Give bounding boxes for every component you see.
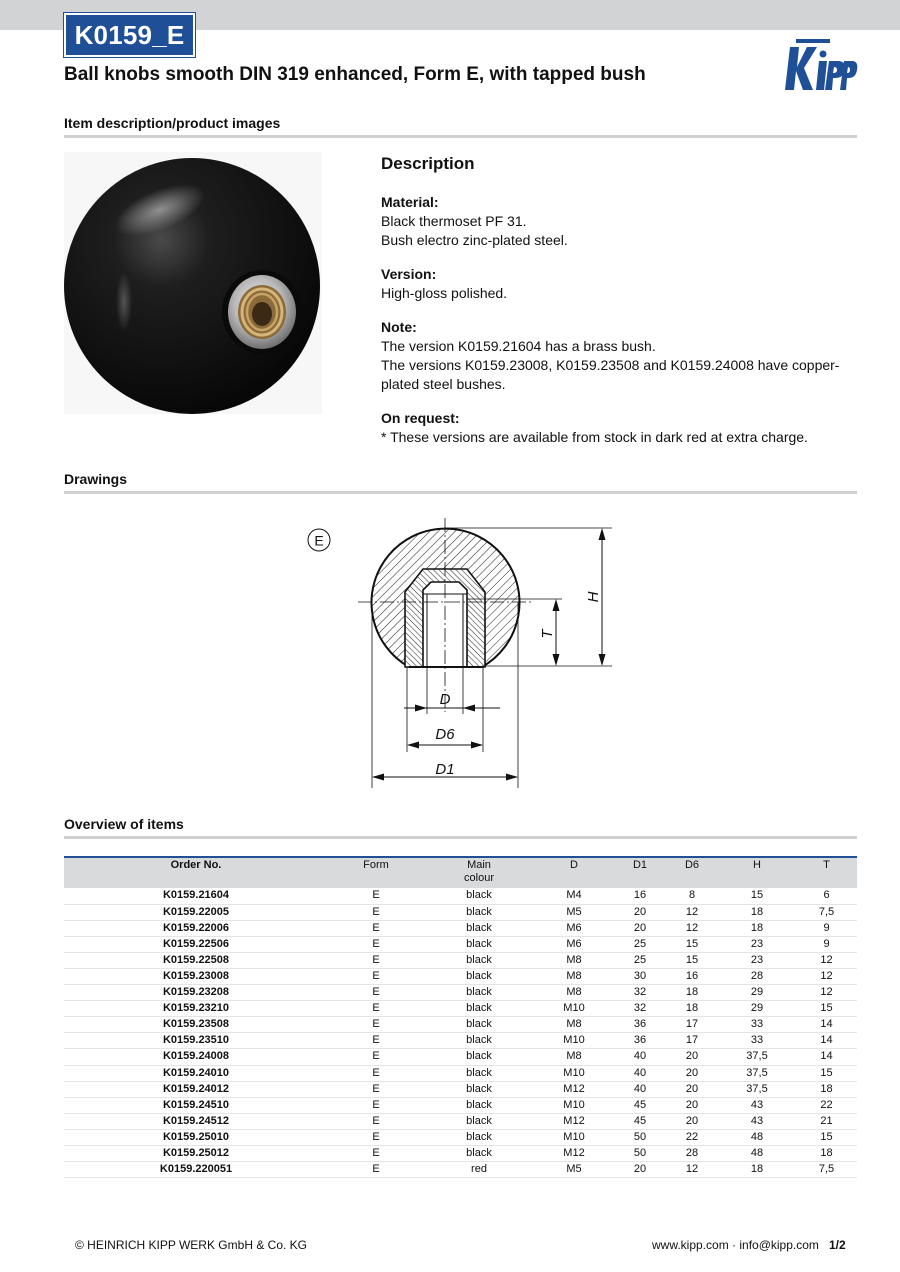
table-cell: 43 bbox=[718, 1113, 796, 1129]
table-cell: M8 bbox=[534, 968, 614, 984]
note-line: The versions K0159.23008, K0159.23508 and K0159.24008 have copper-plated steel bushes. bbox=[381, 357, 840, 392]
table-cell: 37,5 bbox=[718, 1081, 796, 1097]
table-cell: E bbox=[328, 1065, 424, 1081]
col-header-d1: D1 bbox=[632, 859, 648, 871]
table-cell: 32 bbox=[614, 985, 666, 1001]
table-cell: E bbox=[328, 888, 424, 904]
table-cell: 12 bbox=[666, 920, 718, 936]
version-line: High-gloss polished. bbox=[381, 285, 508, 301]
table-cell: 7,5 bbox=[796, 904, 857, 920]
table-cell: M8 bbox=[534, 1049, 614, 1065]
table-row bbox=[64, 952, 857, 968]
table-cell: 18 bbox=[718, 904, 796, 920]
table-cell: 15 bbox=[796, 1001, 857, 1017]
table-cell: 25 bbox=[614, 952, 666, 968]
table-cell: 15 bbox=[666, 936, 718, 952]
table-row bbox=[64, 920, 857, 936]
table-cell: K0159.23210 bbox=[64, 1001, 328, 1017]
table-cell: K0159.24012 bbox=[64, 1081, 328, 1097]
table-cell: 36 bbox=[614, 1033, 666, 1049]
table-cell: E bbox=[328, 1001, 424, 1017]
table-row bbox=[64, 1162, 857, 1178]
footer-contact: www.kipp.com · info@kipp.com bbox=[652, 1238, 819, 1252]
table-cell: 25 bbox=[614, 936, 666, 952]
table-row bbox=[64, 1017, 857, 1033]
table-cell: E bbox=[328, 1113, 424, 1129]
table-cell: 50 bbox=[614, 1129, 666, 1145]
table-row bbox=[64, 936, 857, 952]
table-cell: E bbox=[328, 904, 424, 920]
material-label: Material: bbox=[381, 194, 439, 210]
table-cell: K0159.24008 bbox=[64, 1049, 328, 1065]
table-cell: 33 bbox=[718, 1017, 796, 1033]
table-cell: M10 bbox=[534, 1001, 614, 1017]
table-cell: 20 bbox=[614, 920, 666, 936]
table-row bbox=[64, 1081, 857, 1097]
table-row bbox=[64, 1049, 857, 1065]
table-cell: 15 bbox=[796, 1129, 857, 1145]
table-cell: E bbox=[328, 1129, 424, 1145]
dim-D6-label: D6 bbox=[435, 726, 455, 743]
table-cell: 16 bbox=[666, 968, 718, 984]
table-cell: 23 bbox=[718, 952, 796, 968]
table-cell: 8 bbox=[666, 888, 718, 904]
table-cell: 40 bbox=[614, 1081, 666, 1097]
section-heading-item-description: Item description/product images bbox=[64, 115, 281, 131]
table-cell: M10 bbox=[534, 1097, 614, 1113]
table-cell: black bbox=[424, 888, 534, 904]
table-cell: M8 bbox=[534, 952, 614, 968]
col-header-t: T bbox=[823, 859, 830, 871]
table-cell: 43 bbox=[718, 1097, 796, 1113]
table-cell: M8 bbox=[534, 1017, 614, 1033]
request-label: On request: bbox=[381, 410, 460, 426]
table-cell: 15 bbox=[718, 888, 796, 904]
table-cell: 48 bbox=[718, 1146, 796, 1162]
note-line: The version K0159.21604 has a brass bush. bbox=[381, 338, 656, 354]
table-cell: 9 bbox=[796, 936, 857, 952]
table-cell: black bbox=[424, 985, 534, 1001]
product-code-badge: K0159_E bbox=[64, 13, 195, 57]
table-row bbox=[64, 904, 857, 920]
table-cell: E bbox=[328, 1017, 424, 1033]
table-cell: 48 bbox=[718, 1129, 796, 1145]
col-header-d6: D6 bbox=[684, 859, 700, 871]
kipp-logo bbox=[784, 37, 858, 93]
table-cell: 22 bbox=[666, 1129, 718, 1145]
table-cell: K0159.220051 bbox=[64, 1162, 328, 1178]
description-title: Description bbox=[381, 154, 475, 173]
table-cell: E bbox=[328, 1097, 424, 1113]
section-heading-overview: Overview of items bbox=[64, 816, 184, 832]
table-row bbox=[64, 1129, 857, 1145]
table-cell: 18 bbox=[718, 1162, 796, 1178]
section-heading-drawings: Drawings bbox=[64, 471, 128, 487]
table-cell: black bbox=[424, 936, 534, 952]
col-header-form: Form bbox=[363, 859, 389, 871]
table-row bbox=[64, 1113, 857, 1129]
table-cell: 17 bbox=[666, 1033, 718, 1049]
table-cell: M12 bbox=[534, 1146, 614, 1162]
table-cell: black bbox=[424, 1081, 534, 1097]
table-cell: 14 bbox=[796, 1033, 857, 1049]
note-label: Note: bbox=[381, 319, 417, 335]
table-cell: 37,5 bbox=[718, 1065, 796, 1081]
table-cell: 12 bbox=[796, 952, 857, 968]
material-line: Black thermoset PF 31. bbox=[381, 213, 527, 229]
table-cell: 45 bbox=[614, 1097, 666, 1113]
table-cell: black bbox=[424, 1001, 534, 1017]
table-cell: E bbox=[328, 1146, 424, 1162]
table-cell: 20 bbox=[614, 904, 666, 920]
table-cell: 50 bbox=[614, 1146, 666, 1162]
table-row bbox=[64, 985, 857, 1001]
table-cell: K0159.24010 bbox=[64, 1065, 328, 1081]
table-cell: E bbox=[328, 952, 424, 968]
table-cell: 40 bbox=[614, 1065, 666, 1081]
table-cell: M10 bbox=[534, 1033, 614, 1049]
table-cell: 20 bbox=[666, 1113, 718, 1129]
table-cell: 22 bbox=[796, 1097, 857, 1113]
table-cell: K0159.24512 bbox=[64, 1113, 328, 1129]
table-cell: E bbox=[328, 1081, 424, 1097]
footer-copyright: © HEINRICH KIPP WERK GmbH & Co. KG bbox=[75, 1238, 307, 1252]
table-cell: 15 bbox=[666, 952, 718, 968]
table-cell: 29 bbox=[718, 1001, 796, 1017]
form-mark: E bbox=[314, 532, 324, 549]
table-cell: 18 bbox=[666, 1001, 718, 1017]
table-row bbox=[64, 1146, 857, 1162]
table-cell: black bbox=[424, 920, 534, 936]
table-cell: black bbox=[424, 952, 534, 968]
col-header-d: D bbox=[570, 859, 578, 871]
table-cell: black bbox=[424, 1033, 534, 1049]
table-cell: M10 bbox=[534, 1129, 614, 1145]
table-cell: M4 bbox=[534, 888, 614, 904]
table-cell: K0159.22006 bbox=[64, 920, 328, 936]
col-header-h: H bbox=[753, 859, 761, 871]
table-cell: 30 bbox=[614, 968, 666, 984]
table-cell: 12 bbox=[796, 968, 857, 984]
table-cell: 32 bbox=[614, 1001, 666, 1017]
table-cell: 20 bbox=[614, 1162, 666, 1178]
table-cell: 6 bbox=[796, 888, 857, 904]
table-cell: E bbox=[328, 968, 424, 984]
table-row bbox=[64, 1065, 857, 1081]
table-cell: M6 bbox=[534, 936, 614, 952]
table-cell: 16 bbox=[614, 888, 666, 904]
table-cell: 14 bbox=[796, 1049, 857, 1065]
table-cell: 12 bbox=[796, 985, 857, 1001]
table-cell: M10 bbox=[534, 1065, 614, 1081]
table-cell: K0159.25012 bbox=[64, 1146, 328, 1162]
dim-H-label: H bbox=[585, 591, 602, 603]
table-row bbox=[64, 968, 857, 984]
table-cell: 12 bbox=[666, 1162, 718, 1178]
table-cell: K0159.22506 bbox=[64, 936, 328, 952]
dim-D-label: D bbox=[439, 691, 451, 708]
col-header-main-colour bbox=[424, 857, 534, 888]
table-cell: K0159.22508 bbox=[64, 952, 328, 968]
table-cell: 33 bbox=[718, 1033, 796, 1049]
table-cell: E bbox=[328, 1162, 424, 1178]
table-cell: K0159.21604 bbox=[64, 888, 328, 904]
table-row bbox=[64, 1033, 857, 1049]
table-cell: 36 bbox=[614, 1017, 666, 1033]
table-cell: 18 bbox=[796, 1146, 857, 1162]
table-cell: black bbox=[424, 968, 534, 984]
table-cell: K0159.22005 bbox=[64, 904, 328, 920]
table-cell: 40 bbox=[614, 1049, 666, 1065]
table-cell: 28 bbox=[718, 968, 796, 984]
table-cell: black bbox=[424, 1129, 534, 1145]
table-cell: black bbox=[424, 1017, 534, 1033]
table-cell: 18 bbox=[666, 985, 718, 1001]
table-row bbox=[64, 1001, 857, 1017]
table-cell: K0159.23208 bbox=[64, 985, 328, 1001]
table-cell: 20 bbox=[666, 1081, 718, 1097]
table-cell: 21 bbox=[796, 1113, 857, 1129]
table-cell: E bbox=[328, 985, 424, 1001]
table-cell: M8 bbox=[534, 985, 614, 1001]
footer-page-number: 1/2 bbox=[829, 1238, 846, 1252]
table-cell: 17 bbox=[666, 1017, 718, 1033]
table-cell: E bbox=[328, 920, 424, 936]
dim-T-label: T bbox=[539, 629, 556, 639]
version-label: Version: bbox=[381, 266, 437, 282]
items-table bbox=[64, 856, 857, 1178]
table-cell: M5 bbox=[534, 1162, 614, 1178]
table-cell: 9 bbox=[796, 920, 857, 936]
request-line: * These versions are available from stock in dark red at extra charge. bbox=[381, 429, 808, 445]
table-cell: 15 bbox=[796, 1065, 857, 1081]
table-cell: 18 bbox=[718, 920, 796, 936]
table-cell: M6 bbox=[534, 920, 614, 936]
table-row bbox=[64, 888, 857, 904]
description-panel bbox=[381, 154, 851, 462]
table-cell: black bbox=[424, 1049, 534, 1065]
table-cell: black bbox=[424, 1065, 534, 1081]
table-cell: M12 bbox=[534, 1081, 614, 1097]
table-cell: 37,5 bbox=[718, 1049, 796, 1065]
page-title: Ball knobs smooth DIN 319 enhanced, Form E, with tapped bush bbox=[64, 64, 646, 85]
technical-drawing bbox=[296, 512, 626, 797]
table-cell: K0159.24510 bbox=[64, 1097, 328, 1113]
table-cell: E bbox=[328, 1033, 424, 1049]
material-line: Bush electro zinc-plated steel. bbox=[381, 232, 568, 248]
table-cell: E bbox=[328, 1049, 424, 1065]
table-cell: K0159.23510 bbox=[64, 1033, 328, 1049]
table-row bbox=[64, 1097, 857, 1113]
table-cell: black bbox=[424, 1113, 534, 1129]
section-rule bbox=[64, 836, 857, 839]
table-cell: 23 bbox=[718, 936, 796, 952]
table-cell: 28 bbox=[666, 1146, 718, 1162]
table-cell: black bbox=[424, 904, 534, 920]
table-cell: 18 bbox=[796, 1081, 857, 1097]
table-cell: 7,5 bbox=[796, 1162, 857, 1178]
table-cell: 14 bbox=[796, 1017, 857, 1033]
table-cell: 45 bbox=[614, 1113, 666, 1129]
table-cell: 29 bbox=[718, 985, 796, 1001]
table-cell: K0159.23508 bbox=[64, 1017, 328, 1033]
table-cell: red bbox=[424, 1162, 534, 1178]
table-cell: 12 bbox=[666, 904, 718, 920]
table-cell: black bbox=[424, 1146, 534, 1162]
dim-D1-label: D1 bbox=[435, 761, 455, 778]
table-cell: E bbox=[328, 936, 424, 952]
table-cell: black bbox=[424, 1097, 534, 1113]
section-rule bbox=[64, 135, 857, 138]
table-header-row bbox=[64, 857, 857, 888]
table-cell: 20 bbox=[666, 1049, 718, 1065]
table-cell: M12 bbox=[534, 1113, 614, 1129]
ball-knob-product-image bbox=[64, 152, 322, 414]
table-cell: K0159.25010 bbox=[64, 1129, 328, 1145]
table-cell: K0159.23008 bbox=[64, 968, 328, 984]
table-cell: 20 bbox=[666, 1065, 718, 1081]
col-header-order-no: Order No. bbox=[170, 859, 222, 871]
col-header-main-colour-text: Main colour bbox=[464, 859, 494, 884]
table-cell: 20 bbox=[666, 1097, 718, 1113]
table-cell: M5 bbox=[534, 904, 614, 920]
section-rule bbox=[64, 491, 857, 494]
